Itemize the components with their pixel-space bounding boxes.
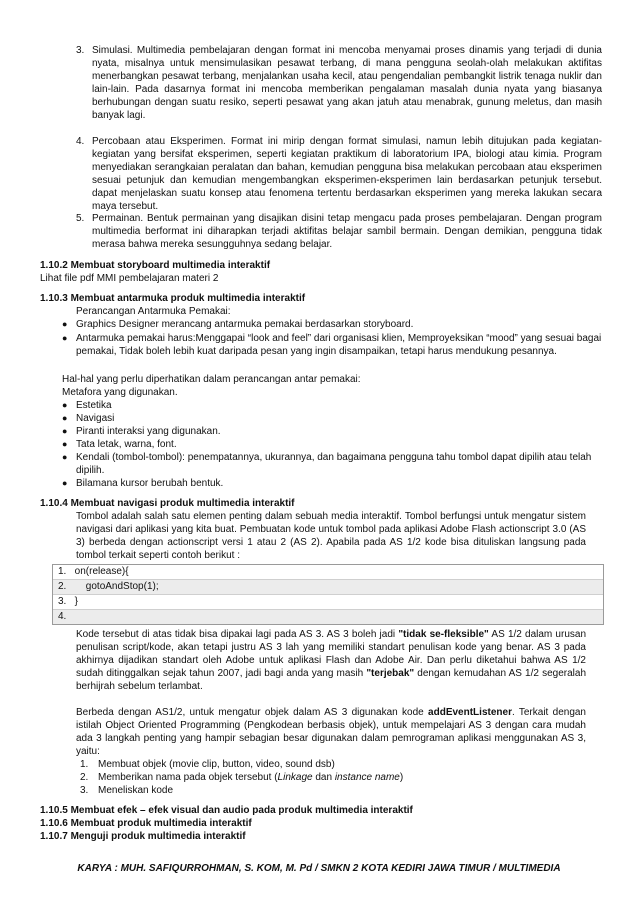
paragraph: Metafora yang digunakan. xyxy=(62,387,178,398)
emphasis: addEventListener xyxy=(428,707,512,718)
paragraph: Hal-hal yang perlu diperhatikan dalam perancangan antar pemakai: xyxy=(62,374,361,385)
text-run: Kode tersebut di atas tidak bisa dipakai lagi pada AS 3. AS 3 boleh jadi xyxy=(76,629,399,640)
text-run: dan xyxy=(312,772,335,783)
section-heading-1103: 1.10.3 Membuat antarmuka produk multimedia interaktif xyxy=(40,293,306,304)
code-line: 2. gotoAndStop(1); xyxy=(53,580,603,595)
text-run: Memberikan nama pada objek tersebut ( xyxy=(98,772,278,783)
text-run: dengan kemudahan AS 1/2 segeralah berhijrah sebelum terlambat. xyxy=(76,668,587,693)
bullet-icon: ● xyxy=(62,400,68,410)
step-number: 1. xyxy=(80,759,89,770)
italic-run: Linkage xyxy=(277,772,313,783)
paragraph: Tombol adalah salah satu elemen penting dalam sebuah media interaktif. Tombol berfungsi untuk mengatur sistem navigasi dari aplikasi yang kita buat. Pembuatan kode untuk tombol pada aplikasi Adobe Flash actionscript 3.0 (AS 3) berbeda dengan actionscript versi 1 atau 2 (AS 2). Apabila pada AS 1/2 kode bisa dituliskan langsung pada tombol terkait seperti contoh berikut : xyxy=(76,511,586,562)
bullet-icon: ● xyxy=(62,333,68,343)
paragraph xyxy=(76,706,586,758)
bullet-icon: ● xyxy=(62,452,68,462)
bullet-icon: ● xyxy=(62,478,68,488)
bullet-icon: ● xyxy=(62,439,68,449)
bullet-icon: ● xyxy=(62,426,68,436)
bullet-item: Kendali (tombol-tombol): penempatannya, ukurannya, dan bagaimana pengguna tahu tombol dapat dipilih atau telah dipilih. xyxy=(76,452,592,477)
section-text-1102: Lihat file pdf MMI pembelajaran materi 2 xyxy=(40,273,219,284)
step-text xyxy=(98,771,403,784)
text-run: Berbeda dengan AS1/2, untuk mengatur objek dalam AS 3 digunakan kode xyxy=(76,707,429,718)
emphasis: "terjebak" xyxy=(366,668,415,680)
bullet-item: Graphics Designer merancang antarmuka pemakai berdasarkan storyboard. xyxy=(76,319,414,330)
text-run: ) xyxy=(399,772,404,783)
list-number: 4. xyxy=(76,136,85,147)
list-number: 3. xyxy=(76,45,85,56)
bullet-item: Navigasi xyxy=(76,413,115,424)
step-text: Membuat objek (movie clip, button, video, sound dsb) xyxy=(98,759,335,770)
section-heading-1106: 1.10.6 Membuat produk multimedia interaktif xyxy=(40,818,252,829)
list-item-simulasi: Simulasi. Multimedia pembelajaran dengan format ini mencoba menyamai proses dinamis yang terjadi di dunia nyata, misalnya untuk mensimulasikan pesawat terbang, di mana pengguna seolah-olah melakukan aktifitas menerbangkan pesawat terbang, menjalankan usaha kecil, atau pengendalian pembangkit listrik tenaga nuklir dan lain-lain. Pada dasarnya format ini mencoba memberikan pengalaman masalah dunia nyata yang biasanya berhubungan dengan suatu resiko, seperti pesawat yang akan jatuh atau menabrak, gunung meletus, dan masih banyak lagi. xyxy=(92,45,602,122)
italic-run: instance name xyxy=(334,772,400,783)
bullet-item: Antarmuka pemakai harus:Menggapai “look and feel” dari organisasi klien, Memproyeksikan “mood” yang sesuai bagai pemakai, Tidak boleh lebih kuat daripada pesan yang ingin disampaikan, tetapi harus mendukung pesannya. xyxy=(76,333,602,358)
list-item-permainan: Permainan. Bentuk permainan yang disajikan disini tetap mengacu pada proses pembelajaran. Dengan program multimedia berformat ini diharapkan terjadi aktifitas belajar sambil bermain. Dengan demikian, pengguna tidak merasa bahwa mereka sesungguhnya sedang belajar. xyxy=(92,213,602,251)
step-number: 2. xyxy=(80,772,89,783)
page-footer: KARYA : MUH. SAFIQURROHMAN, S. KOM, M. Pd / SMKN 2 KOTA KEDIRI JAWA TIMUR / MULTIMEDIA xyxy=(77,863,561,874)
bullet-item: Tata letak, warna, font. xyxy=(76,439,177,450)
bullet-icon: ● xyxy=(62,413,68,423)
bullet-item: Estetika xyxy=(76,400,112,411)
code-block xyxy=(52,564,604,625)
bullet-icon: ● xyxy=(62,319,68,329)
step-text: Meneliskan kode xyxy=(98,785,174,796)
list-number: 5. xyxy=(76,213,85,224)
bullet-item: Piranti interaksi yang digunakan. xyxy=(76,426,221,437)
code-line: 4. xyxy=(53,610,603,624)
section-heading-1107: 1.10.7 Menguji produk multimedia interaktif xyxy=(40,831,246,842)
paragraph xyxy=(76,628,586,693)
section-heading-1105: 1.10.5 Membuat efek – efek visual dan audio pada produk multimedia interaktif xyxy=(40,805,413,816)
bullet-item: Bilamana kursor berubah bentuk. xyxy=(76,478,224,489)
code-line: 1. on(release){ xyxy=(53,565,603,580)
text-run: AS 1/2 dalam urusan penulisan script/kode, akan tetapi justru AS 3 lah yang memiliki standart penulisan kode yang benar. AS 3 pada akhirnya dijadikan standart oleh Adobe untuk aplikasi Flash dan Adobe Air. Dan perlu diketahui bahwa AS 1/2 sudah ditinggalkan sejak tahun 2007, jadi bagi anda yang masih xyxy=(76,629,587,680)
text-run: . Terkait dengan istilah Object Oriented Programming (Pengkodean berbasis objek), untuk mempelajari AS 3 dengan cara mudah ada 3 langkah penting yang hampir sebagian besar digunakan dalam pemrograman aplikasi menggunakan AS 3, yaitu: xyxy=(76,707,586,758)
list-item-eksperimen: Percobaan atau Eksperimen. Format ini mirip dengan format simulasi, namun lebih ditujukan pada kegiatan-kegiatan yang bersifat eksperimen, seperti kegiatan praktikum di laboratorium IPA, biologi atau kimia. Program menyediakan serangkaian peralatan dan bahan, kemudian pengguna bisa melakukan percobaan atau eksperimen sesuai petunjuk dan kemudian mengembangkan eksperimen-eksperimen lain berdasarkan petunjuk tersebut. dapat menjelaskan suatu konsep atau fenomena tertentu berdasarkan eksperimen yang mereka lakukan secara maya tersebut. xyxy=(92,136,602,213)
section-intro-1103: Perancangan Antarmuka Pemakai: xyxy=(76,306,231,317)
emphasis: "tidak se-fleksible" xyxy=(398,629,489,640)
step-number: 3. xyxy=(80,785,89,796)
section-heading-1104: 1.10.4 Membuat navigasi produk multimedia interaktif xyxy=(40,498,295,509)
section-heading-1102: 1.10.2 Membuat storyboard multimedia interaktif xyxy=(40,260,271,271)
code-line: 3. } xyxy=(53,595,603,610)
